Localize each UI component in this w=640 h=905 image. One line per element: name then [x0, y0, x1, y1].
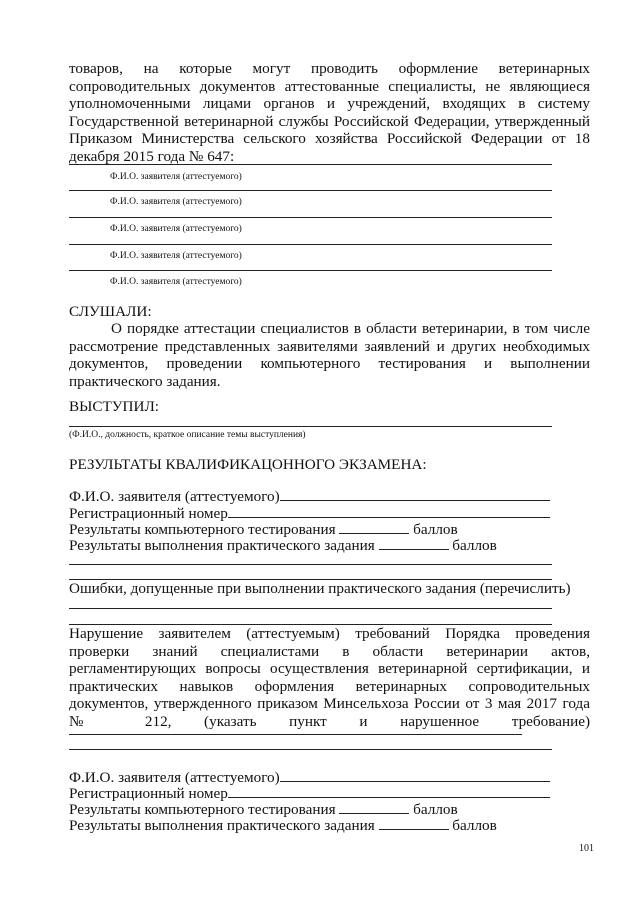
test-points-label: баллов — [413, 801, 458, 818]
practical-points-label: баллов — [452, 537, 497, 554]
signature-line — [69, 217, 552, 218]
test-score-field — [339, 800, 409, 814]
signature-line — [69, 190, 552, 191]
signature-line — [69, 164, 552, 165]
test-points-label: баллов — [413, 521, 458, 538]
test-score-field — [339, 520, 409, 534]
name-field — [280, 768, 550, 782]
intro-paragraph: товаров, на которые могут проводить оформление ветеринарных сопроводительных документов аттестованные специалисты, не являющиеся уполномоченными лицами органов и учреждений, входящих в систему Государственной ветеринарной службы Российской Федерации, утвержденный Приказом Министерства сельского хозяйства Российской Федерации от 18 декабря 2015 года № 647: — [69, 60, 590, 165]
page-number: 101 — [579, 843, 594, 854]
heard-paragraph: О порядке аттестации специалистов в области ветеринарии, в том числе рассмотрение представленных заявителями заявлений и других необходимых документов, проведении компьютерного тестирования и выполнении практического задания. — [69, 320, 590, 390]
blank-line — [69, 564, 552, 565]
signature-line — [69, 244, 552, 245]
practical-score-field — [379, 536, 449, 550]
practical-points-label: баллов — [452, 817, 497, 834]
signature-caption: Ф.И.О. заявителя (аттестуемого) — [110, 172, 242, 182]
practical-score-field — [379, 816, 449, 830]
name-row — [69, 487, 550, 505]
practical-label: Результаты выполнения практического задания — [69, 537, 375, 554]
violation-paragraph: Нарушение заявителем (аттестуемым) требований Порядка проведения проверки знаний специалистами в области ветеринарии актов, регламентирующих вопросы осуществления ветеринарной сертификации, и практических навыков оформления ветеринарных сопроводительных документов, утвержденного приказом Минсельхоза России от 3 мая 2017 года № 212, (указать пункт и нарушенное требование) — [69, 625, 590, 730]
speaker-caption: (Ф.И.О., должность, краткое описание темы выступления) — [69, 430, 306, 440]
reg-label: Регистрационный номер — [69, 785, 228, 802]
name-field — [280, 487, 550, 501]
reg-field — [228, 784, 550, 798]
signature-caption: Ф.И.О. заявителя (аттестуемого) — [110, 277, 242, 287]
practical-row-2 — [69, 816, 497, 834]
name-label: Ф.И.О. заявителя (аттестуемого) — [69, 769, 280, 786]
heard-heading: СЛУШАЛИ: — [69, 303, 152, 320]
signature-line — [69, 270, 552, 271]
errors-label: Ошибки, допущенные при выполнении практического задания (перечислить) — [69, 580, 571, 597]
reg-field — [228, 504, 550, 518]
test-label: Результаты компьютерного тестирования — [69, 521, 336, 538]
test-label: Результаты компьютерного тестирования — [69, 801, 336, 818]
blank-line — [69, 749, 552, 750]
practical-label: Результаты выполнения практического задания — [69, 817, 375, 834]
speaker-line — [69, 426, 552, 427]
spoke-heading: ВЫСТУПИЛ: — [69, 398, 159, 415]
reg-label: Регистрационный номер — [69, 505, 228, 522]
signature-caption: Ф.И.О. заявителя (аттестуемого) — [110, 251, 242, 261]
blank-line — [69, 734, 522, 735]
signature-caption: Ф.И.О. заявителя (аттестуемого) — [110, 224, 242, 234]
practical-row — [69, 536, 497, 554]
blank-line — [69, 608, 552, 609]
signature-caption: Ф.И.О. заявителя (аттестуемого) — [110, 197, 242, 207]
name-label: Ф.И.О. заявителя (аттестуемого) — [69, 488, 280, 505]
results-heading: РЕЗУЛЬТАТЫ КВАЛИФИКАЦОННОГО ЭКЗАМЕНА: — [69, 456, 427, 473]
